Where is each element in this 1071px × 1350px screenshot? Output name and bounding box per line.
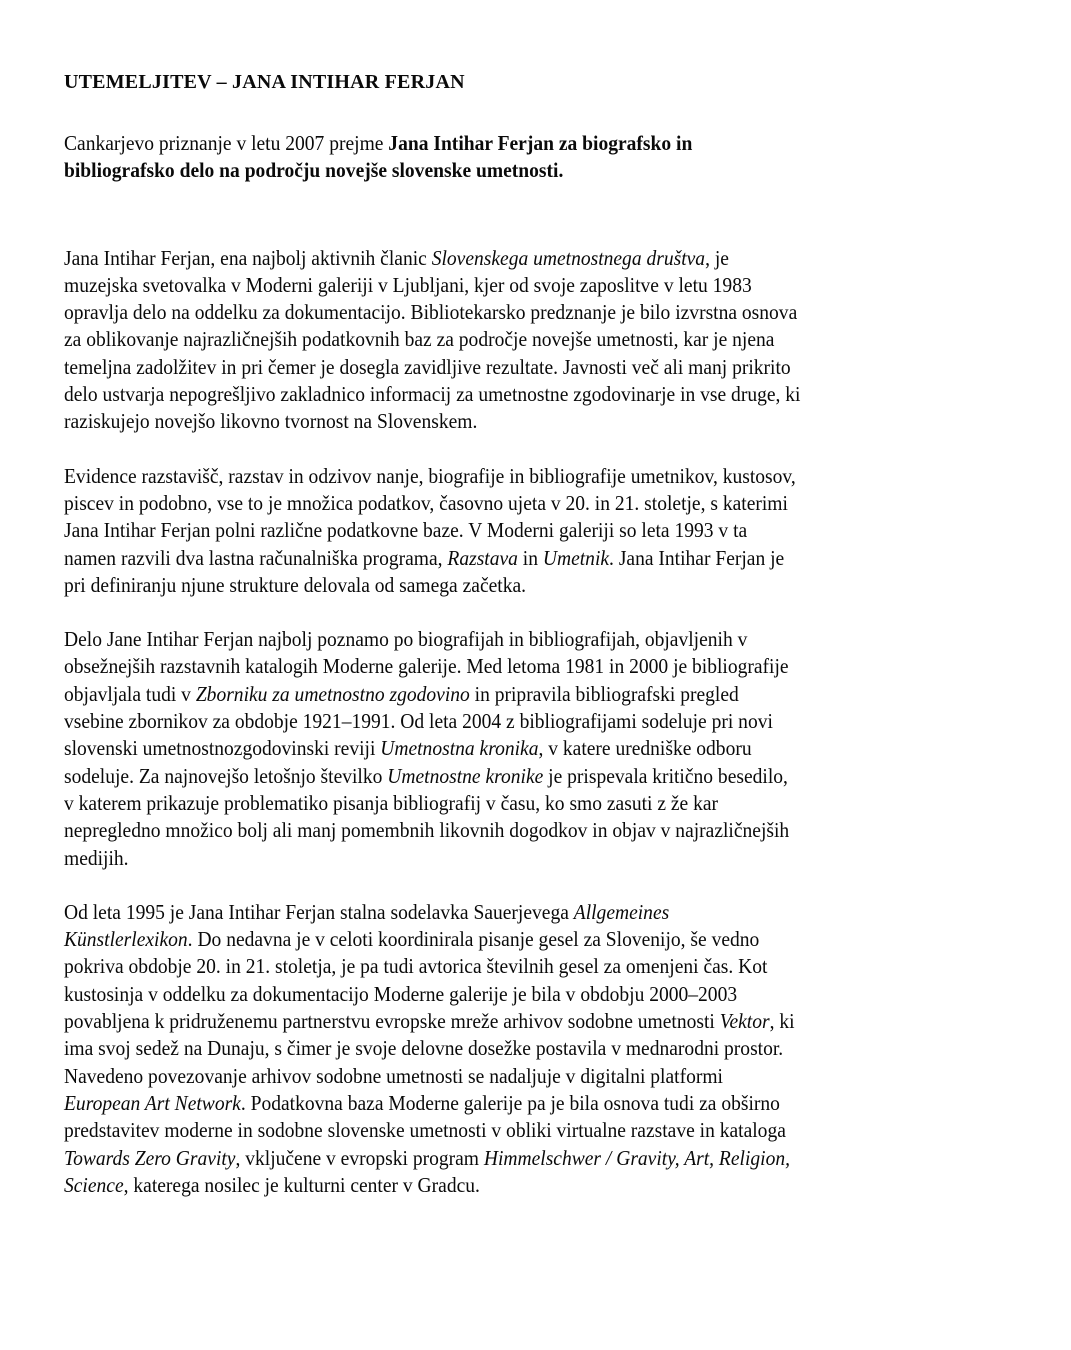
document-page [64, 70, 1024, 1226]
text-line: pokriva obdobje 20. in 21. stoletja, je pa tudi avtorica številnih gesel za omenjeni čas. Kot [64, 954, 768, 979]
text-line: za oblikovanje najrazličnejših podatkovnih baz za področje novejše umetnosti, kar je njena [64, 327, 775, 352]
italic-program-name: Himmelschwer / Gravity, Art, Religion, [483, 1145, 790, 1170]
text-line: raziskujejo novejšo likovno tvornost na Slovenskem. [64, 409, 478, 434]
text-line: temeljna zadolžitev in pri čemer je dosegla zavidljive rezultate. Javnosti več ali manj prikrito [64, 354, 791, 379]
text-line: Jana Intihar Ferjan polni različne podatkovne baze. V Moderni galeriji so leta 1993 v ta [64, 518, 748, 543]
text: , ki [769, 1009, 795, 1034]
italic-program-name: Razstava [447, 545, 518, 570]
paragraph-4 [64, 899, 1024, 1199]
text-line: obsežnejših razstavnih katalogih Moderne galerije. Med letoma 1981 in 2000 je bibliografije [64, 654, 789, 679]
text: , v katere uredniške odboru [538, 736, 752, 761]
text: je prispevala kritično besedilo, [543, 763, 788, 788]
text: povabljena k pridruženemu partnerstvu evropske mreže arhivov sodobne umetnosti [64, 1009, 720, 1034]
text: , katerega nosilec je kulturni center v Gradcu. [123, 1172, 480, 1197]
italic-network-name: Vektor [719, 1009, 770, 1034]
italic-publication-name: Umetnostne kronike [387, 763, 544, 788]
italic-network-name: European Art Network [64, 1090, 241, 1115]
paragraph-3 [64, 626, 1024, 872]
text: sodeluje. Za najnovejšo letošnjo številko [64, 763, 388, 788]
text-line: pri definiranju njune strukture delovala od samega začetka. [64, 572, 527, 597]
text: slovenski umetnostnozgodovinski reviji [64, 736, 381, 761]
text-line: Delo Jane Intihar Ferjan najbolj poznamo po biografijah in bibliografijah, objavljenih v [64, 627, 748, 652]
text-line: Navedeno povezovanje arhivov sodobne umetnosti se nadaljuje v digitalni platformi [64, 1063, 723, 1088]
text: . Do nedavna je v celoti koordinirala pisanje gesel za Slovenijo, še vedno [187, 927, 760, 952]
text-line: v katerem prikazuje problematiko pisanja bibliografij v času, ko smo zasuti z že kar [64, 790, 719, 815]
text: in [517, 545, 543, 570]
text: . Podatkovna baza Moderne galerije pa je bila osnova tudi za obširno [240, 1090, 780, 1115]
text-line: predstavitev moderne in sodobne slovenske umetnosti v obliki virtualne razstave in kataloga [64, 1118, 786, 1143]
text-line: vsebine zbornikov za obdobje 1921–1991. Od leta 2004 z bibliografijami sodeluje pri novi [64, 709, 773, 734]
text: , vključene v evropski program [235, 1145, 484, 1170]
text-line: delo ustvarja nepogrešljivo zakladnico informacij za umetnostne zgodovinarje in vse druge, ki [64, 382, 801, 407]
text: in pripravila bibliografski pregled [469, 681, 739, 706]
text-line: medijih. [64, 845, 129, 870]
paragraph-1 [64, 245, 1024, 436]
italic-publication-name: Künstlerlexikon [64, 927, 188, 952]
text: Od leta 1995 je Jana Intihar Ferjan stalna sodelavka Sauerjevega [64, 899, 574, 924]
text-line: nepregledno množico bolj ali manj pomembnih likovnih dogodkov in objav v najrazličnejših [64, 818, 790, 843]
intro-bold-text: Jana Intihar Ferjan za biografsko in [388, 131, 693, 155]
italic-society-name: Slovenskega umetnostnega društva [431, 245, 706, 270]
document-title: UTEMELJITEV – JANA INTIHAR FERJAN [64, 71, 465, 93]
italic-exhibition-name: Towards Zero Gravity [64, 1145, 236, 1170]
intro-paragraph [64, 130, 1024, 185]
intro-text: Cankarjevo priznanje v letu 2007 prejme [64, 131, 389, 155]
text-line: opravlja delo na oddelku za dokumentacijo. Bibliotekarsko predznanje je bilo izvrstna osnova [64, 300, 798, 325]
italic-publication-name: Umetnostna kronika [380, 736, 539, 761]
text-line: ima svoj sedež na Dunaju, s čimer je svoje delovne dosežke postavila v mednarodni prostor. [64, 1036, 784, 1061]
italic-program-name: Science [64, 1172, 124, 1197]
paragraph-2 [64, 463, 1024, 599]
text: namen razvili dva lastna računalniška programa, [64, 545, 448, 570]
text-line: muzejska svetovalka v Moderni galeriji v Ljubljani, kjer od svoje zaposlitve v letu 1983 [64, 272, 752, 297]
text: Jana Intihar Ferjan, ena najbolj aktivnih članic [64, 245, 432, 270]
italic-publication-name: Allgemeines [573, 899, 670, 924]
text-line: piscev in podobno, vse to je množica podatkov, časovno ujeta v 20. in 21. stoletje, s katerimi [64, 490, 788, 515]
text-line: kustosinja v oddelku za dokumentacijo Moderne galerije je bila v obdobju 2000–2003 [64, 981, 738, 1006]
text: , je [705, 245, 729, 270]
italic-publication-name: Zborniku za umetnostno zgodovino [195, 681, 470, 706]
italic-program-name: Umetnik [542, 545, 610, 570]
text: objavljala tudi v [64, 681, 196, 706]
text-line: Evidence razstavišč, razstav in odzivov nanje, biografije in bibliografije umetnikov, kustosov, [64, 463, 796, 488]
text: . Jana Intihar Ferjan je [609, 545, 785, 570]
intro-bold-text: bibliografsko delo na področju novejše slovenske umetnosti. [64, 158, 564, 183]
